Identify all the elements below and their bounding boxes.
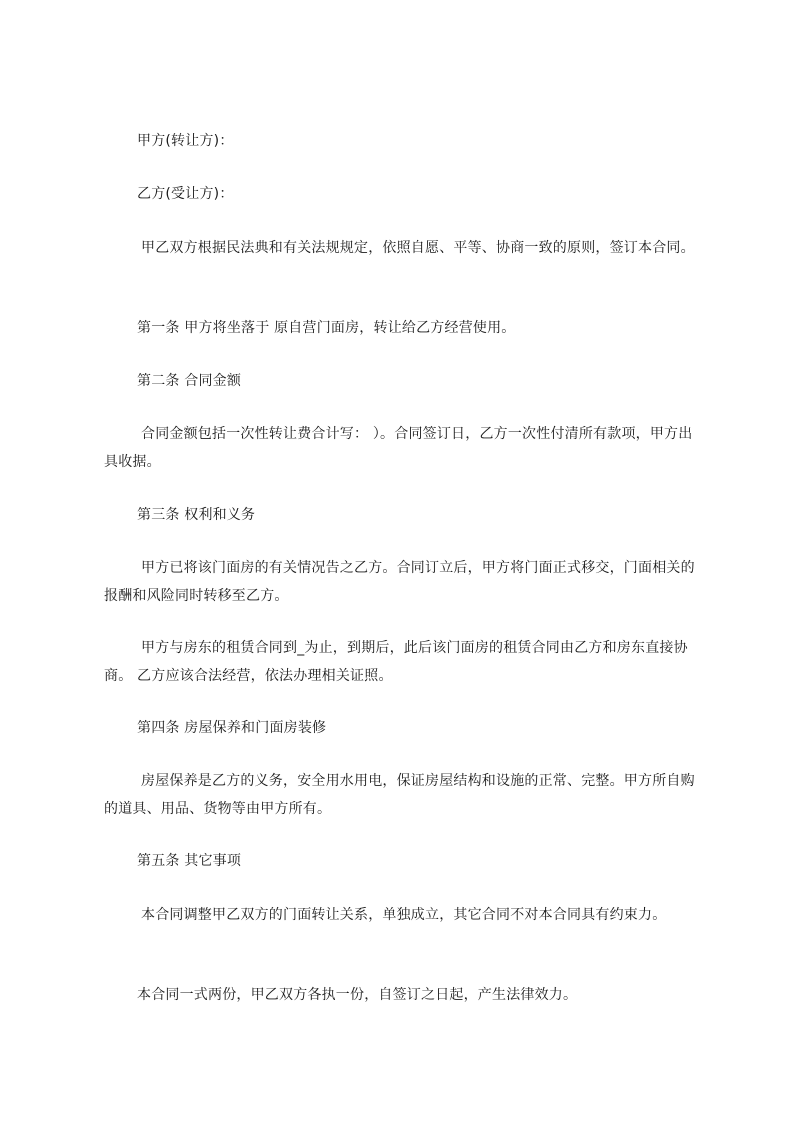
article-5-heading: 第五条 其它事项 [137,853,242,869]
article-4-heading: 第四条 房屋保养和门面房装修 [137,720,327,736]
article-3-heading: 第三条 权利和义务 [137,507,256,523]
article-3-paragraph-1: 甲方已将该门面房的有关情况告之乙方。合同订立后，甲方将门面正式移交，门面相关的报酬和风险同时转移至乙方。 [104,560,695,604]
article-3-paragraph-2: 甲方与房东的租赁合同到_为止，到期后，此后该门面房的租赁合同由乙方和房东直接协商。 乙方应该合法经营，依法办理相关证照。 [104,640,688,684]
party-a-line: 甲方(转让方)： [137,133,234,149]
article-4-paragraph: 房屋保养是乙方的义务，安全用水用电，保证房屋结构和设施的正常、完整。甲方所自购的道具、用品、货物等由甲方所有。 [104,773,695,817]
party-b-line: 乙方(受让方)： [137,186,234,202]
article-2-paragraph: 合同金额包括一次性转让费合计写： ）。合同签订日，乙方一次性付清所有款项，甲方出具收据。 [104,426,693,470]
article-2-heading: 第二条 合同金额 [137,373,242,389]
article-5-paragraph-2: 本合同一式两份，甲乙双方各执一份，自签订之日起，产生法律效力。 [137,987,578,1003]
article-5-paragraph-1: 本合同调整甲乙双方的门面转让关系，单独成立，其它合同不对本合同具有约束力。 [141,907,667,923]
article-1-paragraph: 第一条 甲方将坐落于 原自营门面房，转让给乙方经营使用。 [137,320,516,336]
preamble-paragraph: 甲乙双方根据民法典和有关法规规定，依照自愿、平等、协商一致的原则，签订本合同。 [141,240,695,256]
